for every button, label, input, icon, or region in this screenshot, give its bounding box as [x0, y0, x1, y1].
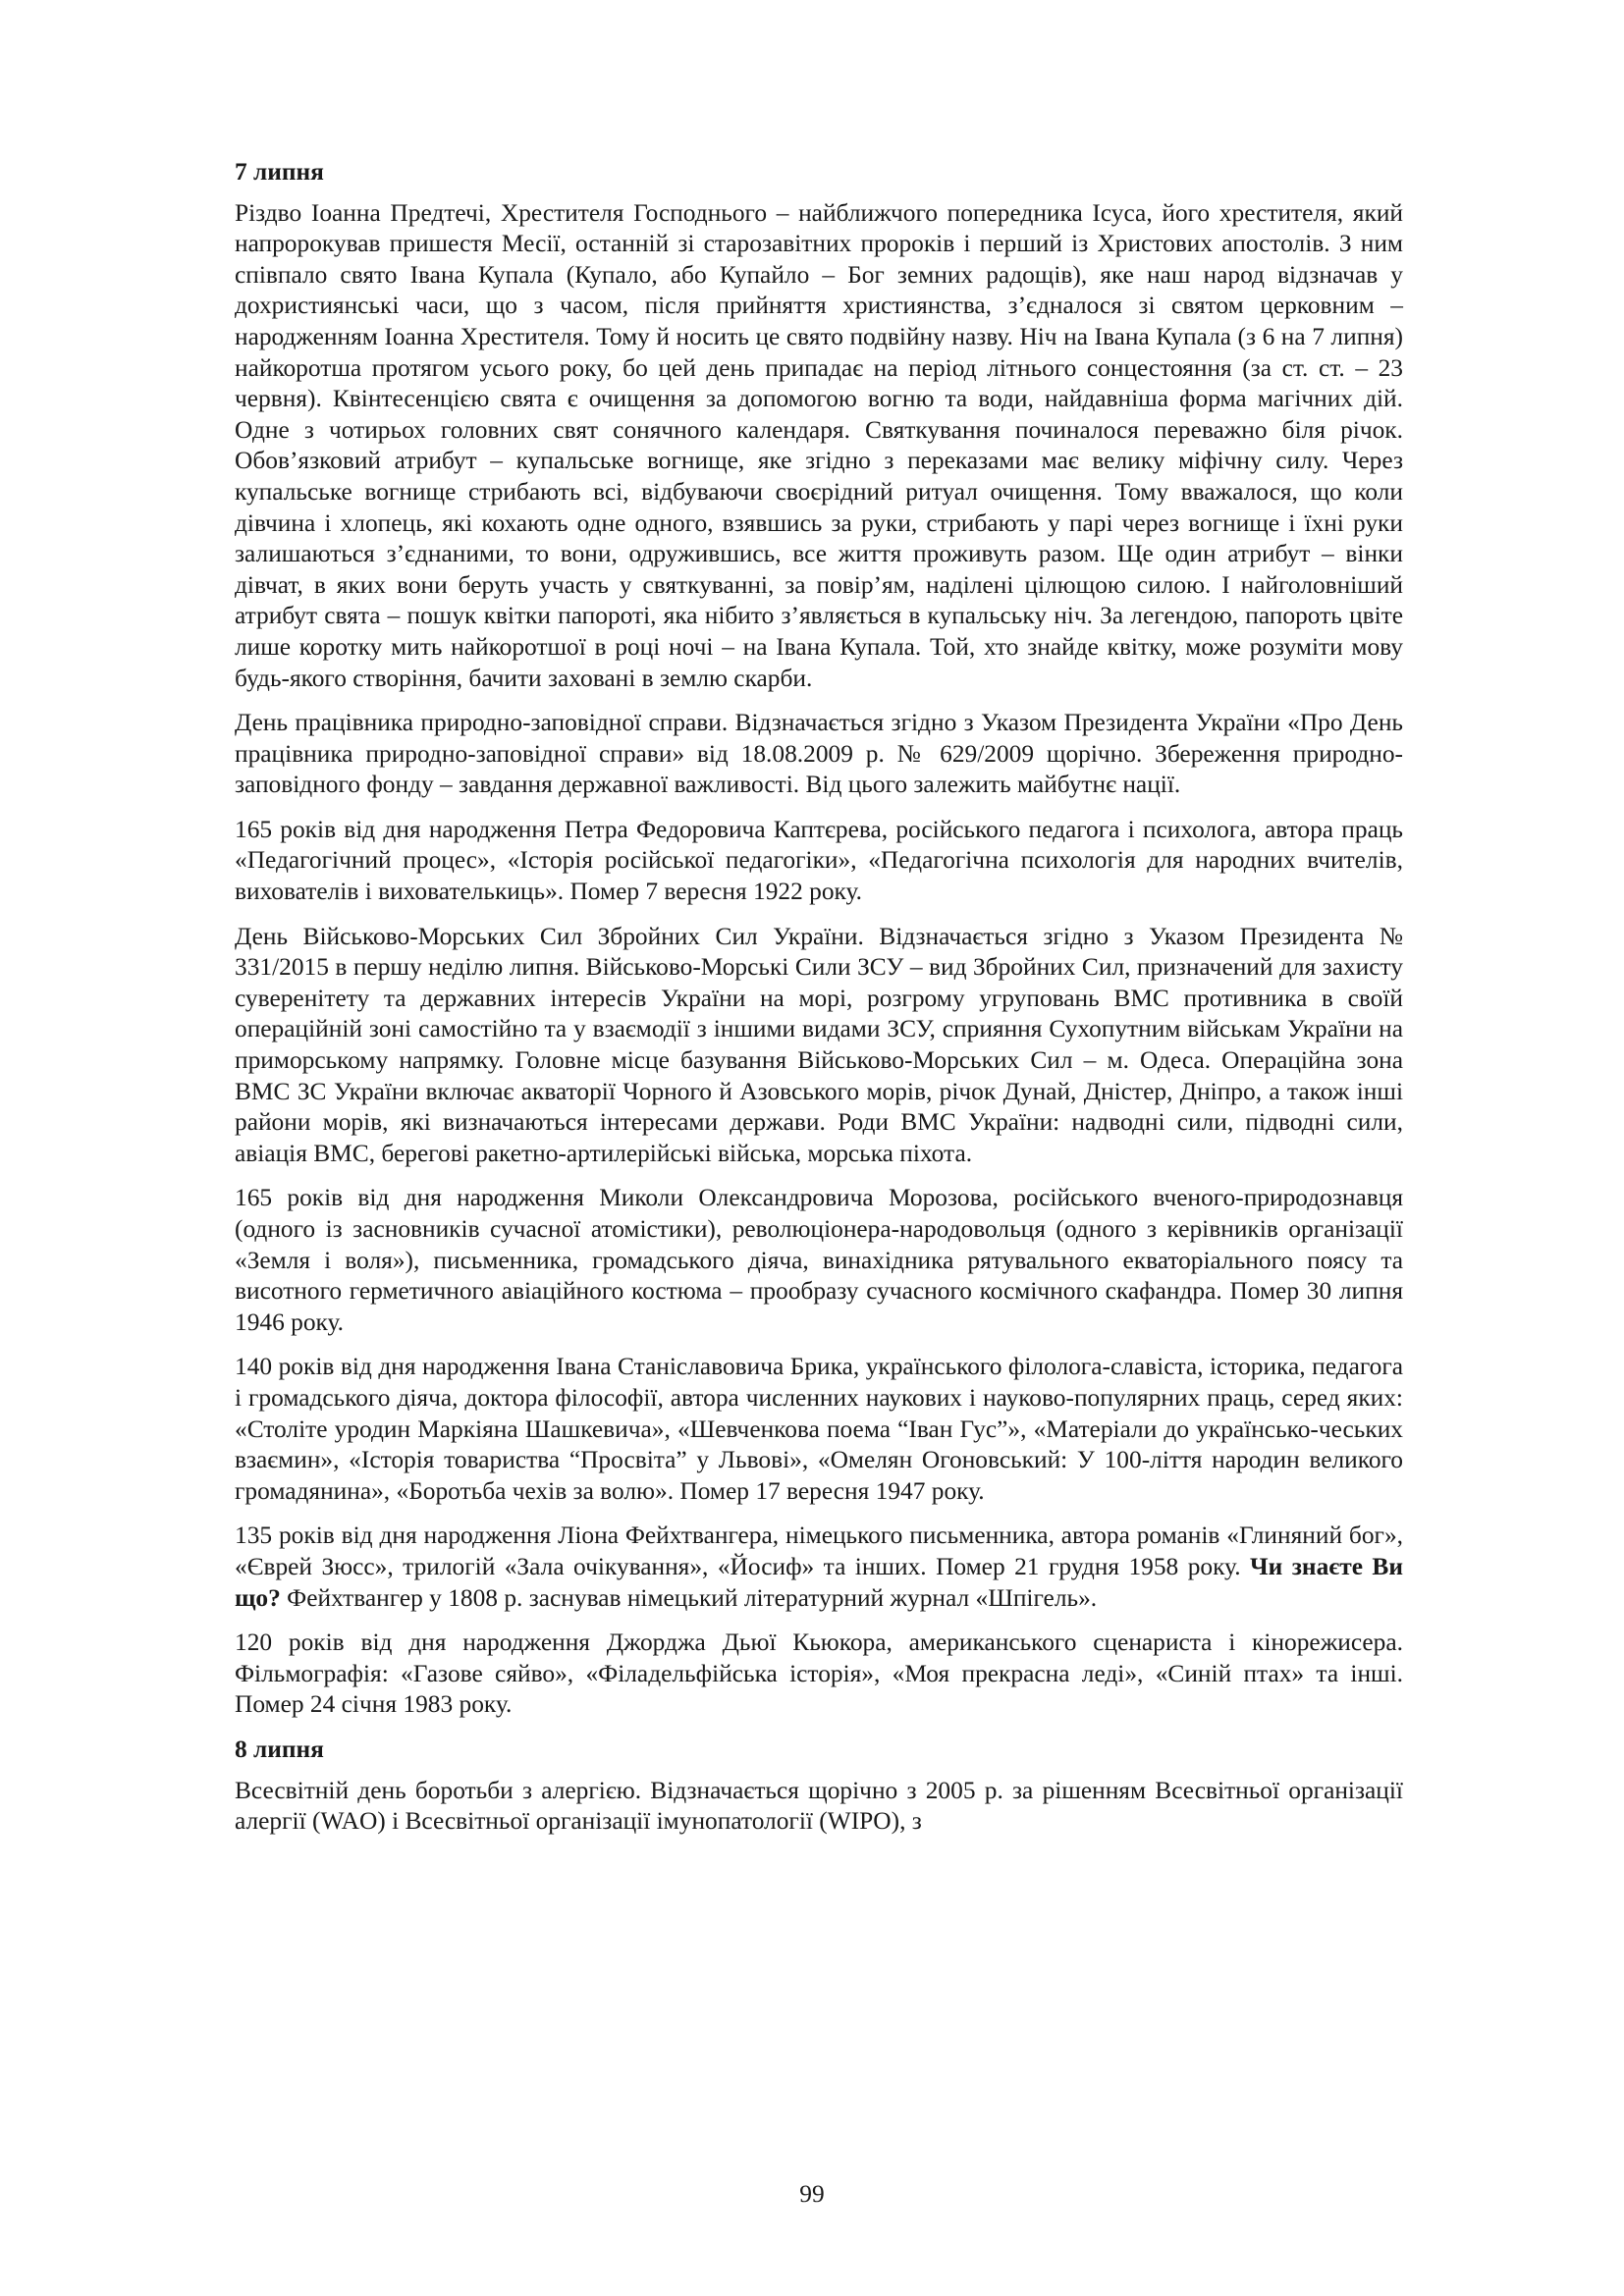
document-page [235, 157, 1403, 1851]
page-number: 99 [799, 2180, 825, 2208]
section-heading-july-7: 7 липня [235, 158, 324, 186]
paragraph-nature-reserve-day: День працівника природно-заповідної справи. Відзначається згідно з Указом Президента України «Про День працівника природно-заповідної справи» від 18.08.2009 р. № 629/2009 щорічно. Збереження природно-заповідного фонду – завдання державної важливості. Від цього залежить майбутнє нації. [235, 709, 1403, 799]
paragraph-morozov: 165 років від дня народження Миколи Олександровича Морозова, російського вченого-природознавця (одного із засновників сучасної атомістики), революціонера-народовольця (одного з керівників організації «Земля і воля»), письменника, громадського діяча, винахідника рятувального екваторіального поясу та висотного герметичного авіаційного костюма – прообразу сучасного космічного скафандра. Помер 30 липня 1946 року. [235, 1184, 1403, 1336]
feuchtwanger-text-before: 135 років від дня народження Ліона Фейхтвангера, німецького письменника, автора романів «Глиняний бог», «Єврей Зюсс», трилогій «Зала очікування», «Йосиф» та інших. Помер 21 грудня 1958 року. [235, 1522, 1403, 1580]
paragraph-allergy-day: Всесвітній день боротьби з алергією. Відзначається щорічно з 2005 р. за рішенням Всесвітньої організації алергії (WAO) і Всесвітньої організації імунопатології (WIPO), з [235, 1776, 1403, 1836]
did-you-know-label: Чи знаєте Ви що? [235, 1552, 1403, 1612]
paragraph-feuchtwanger [235, 1521, 1403, 1614]
paragraph-bryk: 140 років від дня народження Івана Станіславовича Брика, українського філолога-славіста, історика, педагога і громадського діяча, доктора філософії, автора численних наукових і науково-популярних праць, серед яких: «Століте уродин Маркіяна Шашкевича», «Шевченкова поема “Іван Гус”», «Матеріали до українсько-чеських взаємин», «Історія товариства “Просвіта” у Львові», «Омелян Огоновський: У 100-ліття народин великого громадянина», «Боротьба чехів за волю». Помер 17 вересня 1947 року. [235, 1353, 1403, 1505]
paragraph-cukor: 120 років від дня народження Джорджа Дьюї Кьюкора, американського сценариста і кінорежисера. Фільмографія: «Газове сяйво», «Філадельфійська історія», «Моя прекрасна леді», «Синій птах» та інші. Помер 24 січня 1983 року. [235, 1629, 1403, 1719]
paragraph-ivan-kupala: Різдво Іоанна Предтечі, Хрестителя Господнього – найближчого попередника Ісуса, його хрестителя, який напророкував пришестя Месії, останній зі старозавітних пророків і перший із Христових апостолів. З ним співпало свято Івана Купала (Купало, або Купайло – Бог земних радощів), яке наш народ відзначав у дохристиянські часи, що з часом, після прийняття християнства, з’єдналося зі святом церковним – народженням Іоанна Хрестителя. Тому й носить це свято подвійну назву. Ніч на Івана Купала (з 6 на 7 липня) найкоротша протягом усього року, бо цей день припадає на період літнього сонцестояння (за ст. ст. – 23 червня). Квінтесенцією свята є очищення за допомогою вогню та води, найдавніша форма магічних дій. Одне з чотирьох головних свят сонячного календаря. Святкування починалося переважно біля річок. Обов’язковий атрибут – купальське вогнище, яке згідно з переказами має велику міфічну силу. Через купальське вогнище стрибають всі, відбуваючи своєрідний ритуал очищення. Тому вважалося, що коли дівчина і хлопець, які кохають одне одного, взявшись за руки, стрибають у парі через вогнище і їхні руки залишаються з’єднаними, то вони, одружившись, все життя проживуть разом. Ще один атрибут – вінки дівчат, в яких вони беруть участь у святкуванні, за повір’ям, наділені цілющою силою. І найголовніший атрибут свята – пошук квітки папороті, яка нібито з’являється в купальську ніч. За легендою, папороть цвіте лише коротку мить найкоротшої в році ночі – на Івана Купала. Той, хто знайде квітку, може розуміти мову будь-якого створіння, бачити заховані в землю скарби. [235, 198, 1403, 692]
feuchtwanger-text-after: Фейхтвангер у 1808 р. заснував німецький літературний журнал «Шпігель». [280, 1583, 1098, 1612]
section-heading-july-8: 8 липня [235, 1735, 324, 1763]
paragraph-navy-day: День Військово-Морських Сил Збройних Сил України. Відзначається згідно з Указом Президента № 331/2015 в першу неділю липня. Військово-Морські Сили ЗСУ – вид Збройних Сил, призначений для захисту суверенітету та державних інтересів України на морі, розгрому угруповань ВМС противника в своїй операційній зоні самостійно та у взаємодії з іншими видами ЗСУ, сприяння Сухопутним військам України на приморському напрямку. Головне місце базування Військово-Морських Сил – м. Одеса. Операційна зона ВМС ЗС України включає акваторії Чорного й Азовського морів, річок Дунай, Дністер, Дніпро, а також інші райони морів, які визначаються інтересами держави. Роди ВМС України: надводні сили, підводні сили, авіація ВМС, берегові ракетно-артилерійські війська, морська піхота. [235, 922, 1403, 1167]
paragraph-kapterev: 165 років від дня народження Петра Федоровича Каптєрева, російського педагога і психолога, автора праць «Педагогічний процес», «Історія російської педагогіки», «Педагогічна психологія для народних вчителів, вихователів і вихователькиць». Помер 7 вересня 1922 року. [235, 815, 1403, 906]
